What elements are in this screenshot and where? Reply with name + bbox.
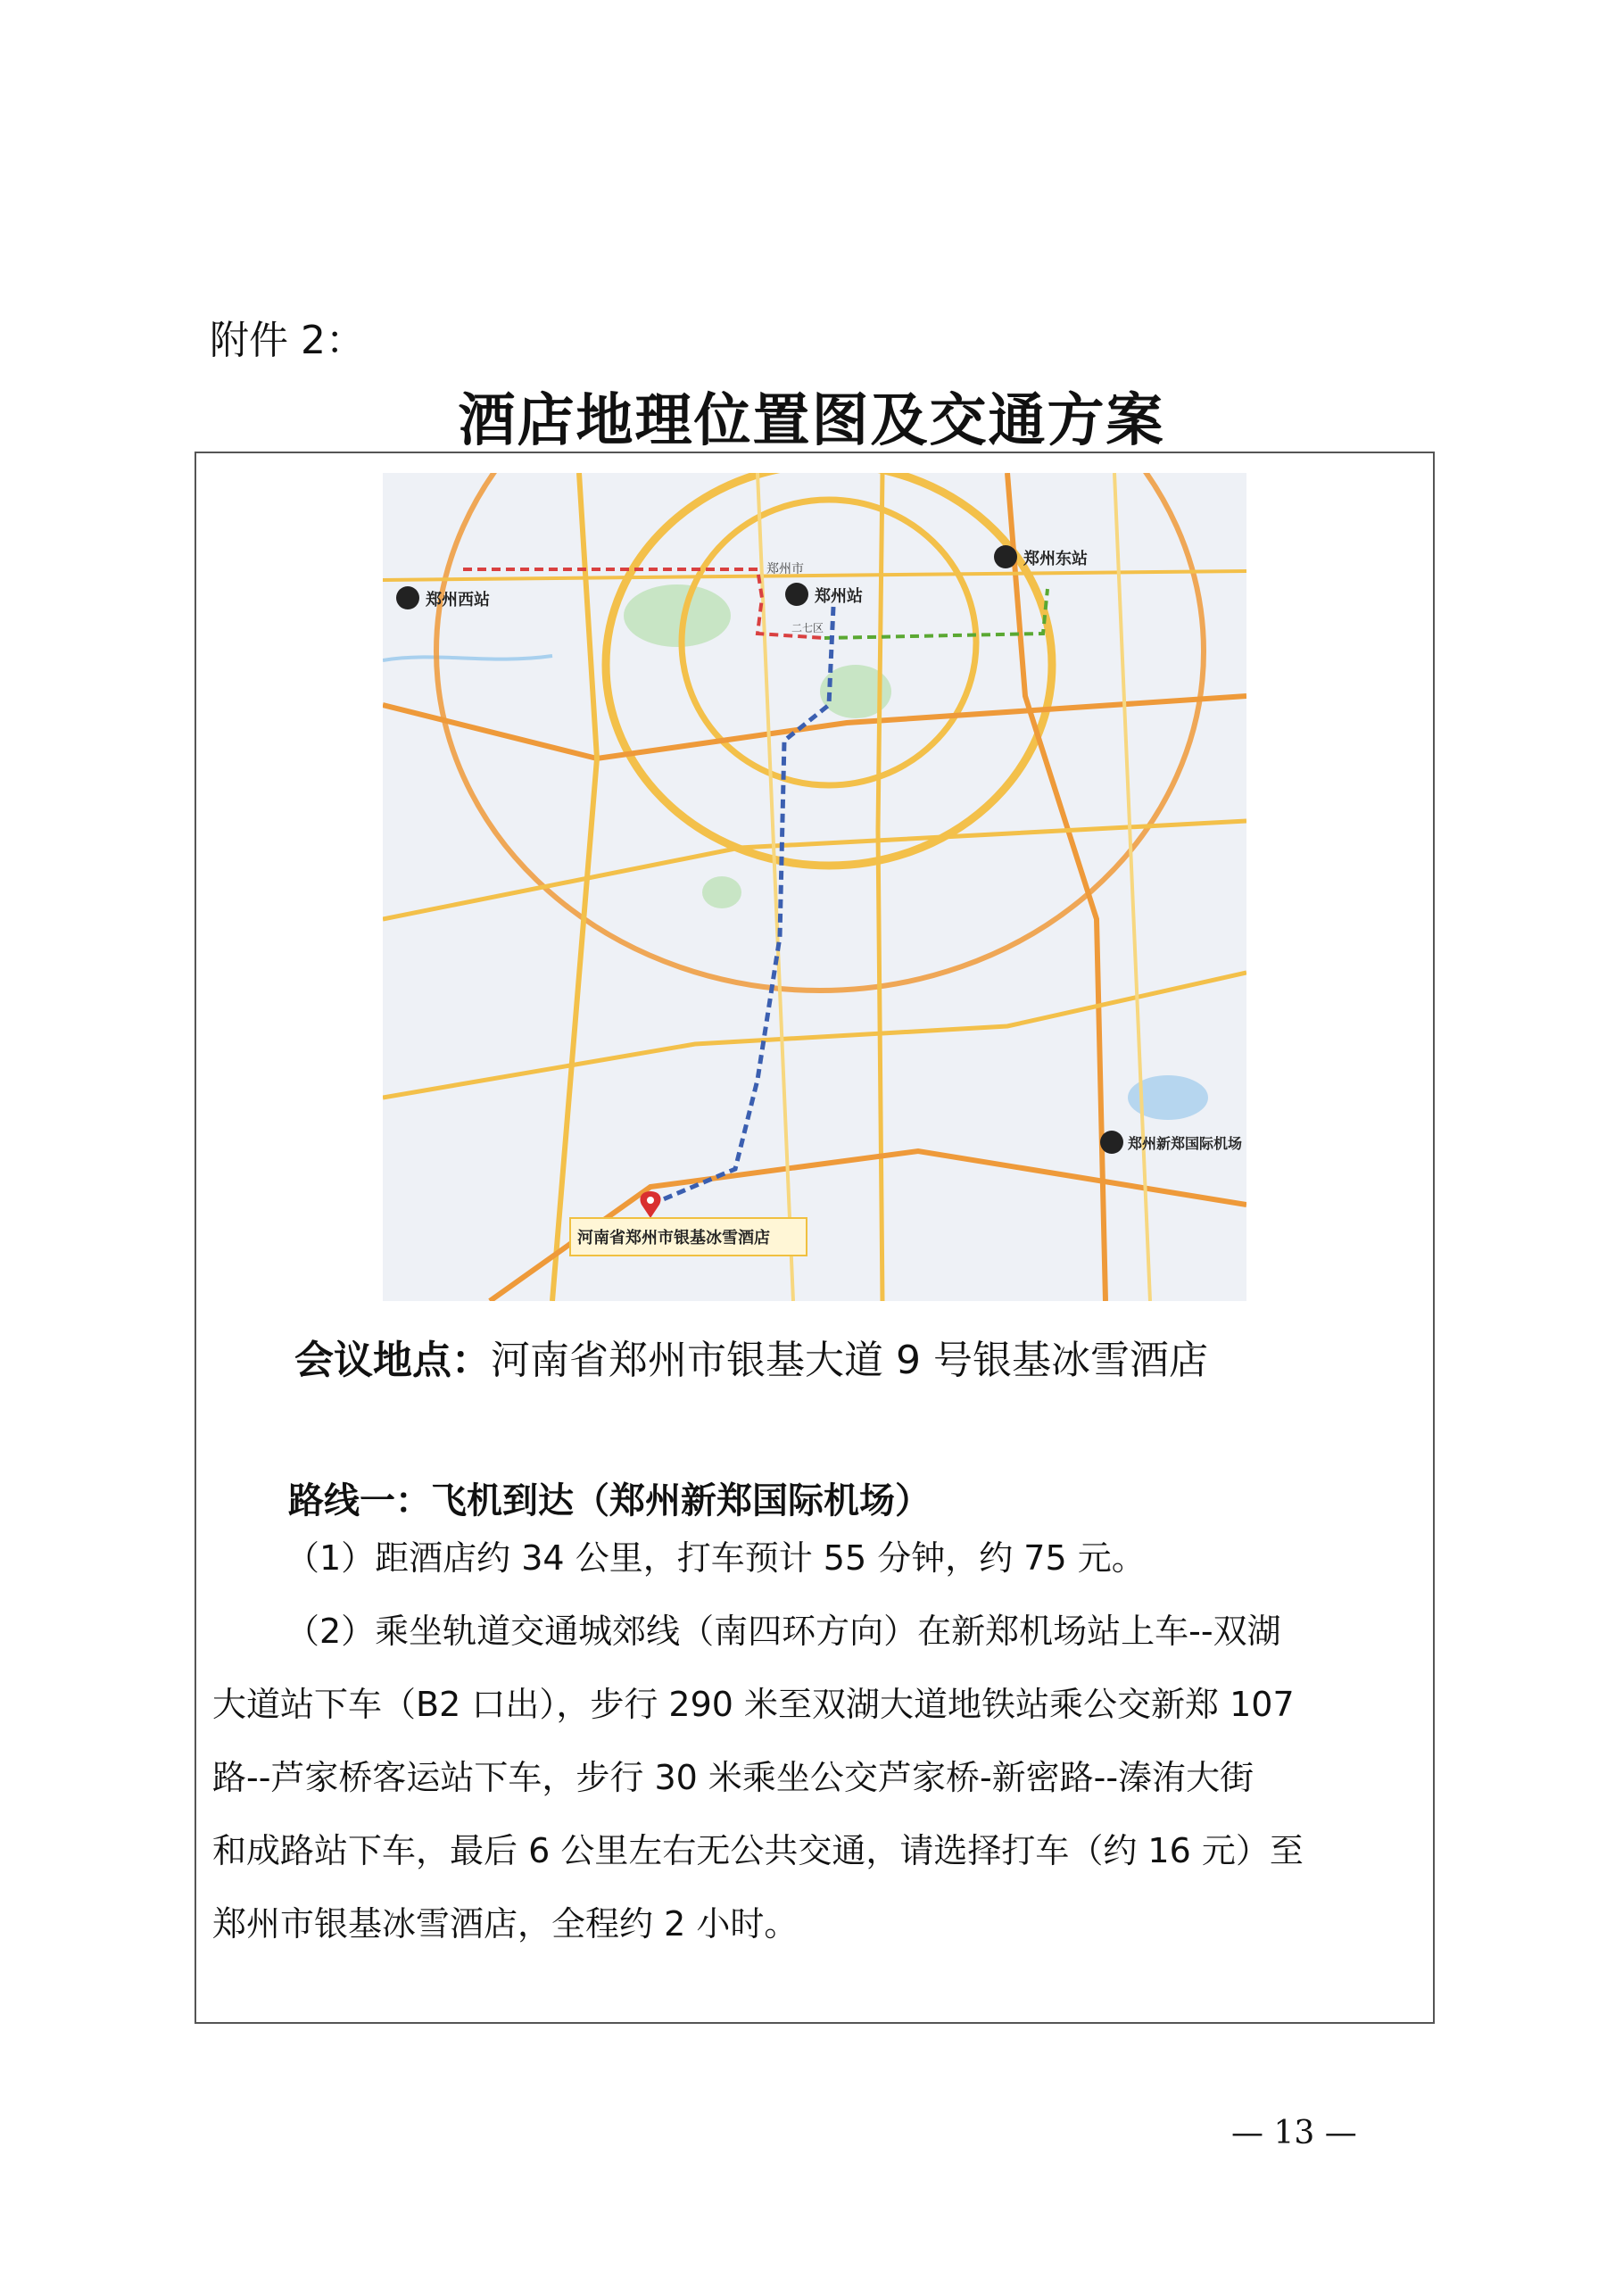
location-map: [383, 473, 1246, 1301]
route1-item2: [212, 1595, 1426, 1960]
map-graphic: [383, 473, 1246, 1301]
route1-title: 路线一：飞机到达（郑州新郑国际机场）: [288, 1480, 931, 1521]
route1-item2-line: 大道站下车（B2 口出），步行 290 米至双湖大道地铁站乘公交新郑 107: [212, 1685, 1295, 1724]
airport-marker: [1100, 1131, 1242, 1154]
district-label-erqi: 二七区: [791, 622, 824, 634]
venue-address: 河南省郑州市银基大道 9 号银基冰雪酒店: [491, 1338, 1208, 1383]
route1-item2-line: 郑州市银基冰雪酒店，全程约 2 小时。: [212, 1904, 799, 1944]
attachment-label: 附件 2：: [210, 318, 365, 363]
route1-item2-line: 和成路站下车，最后 6 公里左右无公共交通，请选择打车（约 16 元）至: [212, 1831, 1304, 1870]
station-east-marker: [994, 545, 1088, 568]
station-west-label: 郑州西站: [426, 591, 490, 609]
route1-item2-line: 路--芦家桥客运站下车，步行 30 米乘坐公交芦家桥-新密路--溱洧大街: [212, 1758, 1255, 1797]
district-label-zhengzhou: 郑州市: [766, 562, 804, 576]
page-title: 酒店地理位置图及交通方案: [458, 387, 1165, 454]
route1-item1: （1）距酒店约 34 公里，打车预计 55 分钟，约 75 元。: [286, 1538, 1146, 1578]
station-east-label: 郑州东站: [1023, 550, 1088, 568]
venue-label: 会议地点：: [294, 1338, 491, 1383]
venue-line: [294, 1328, 1208, 1385]
hotel-marker: [640, 1191, 660, 1218]
station-main-label: 郑州站: [815, 587, 863, 606]
route1-item2-line: （2）乘坐轨道交通城郊线（南四环方向）在新郑机场站上车--双湖: [286, 1612, 1281, 1651]
hotel-label: 河南省郑州市银基冰雪酒店: [577, 1229, 770, 1247]
page-number: — 13 —: [1231, 2115, 1357, 2151]
station-main-marker: [785, 583, 863, 606]
airport-label: 郑州新郑国际机场: [1128, 1135, 1243, 1152]
